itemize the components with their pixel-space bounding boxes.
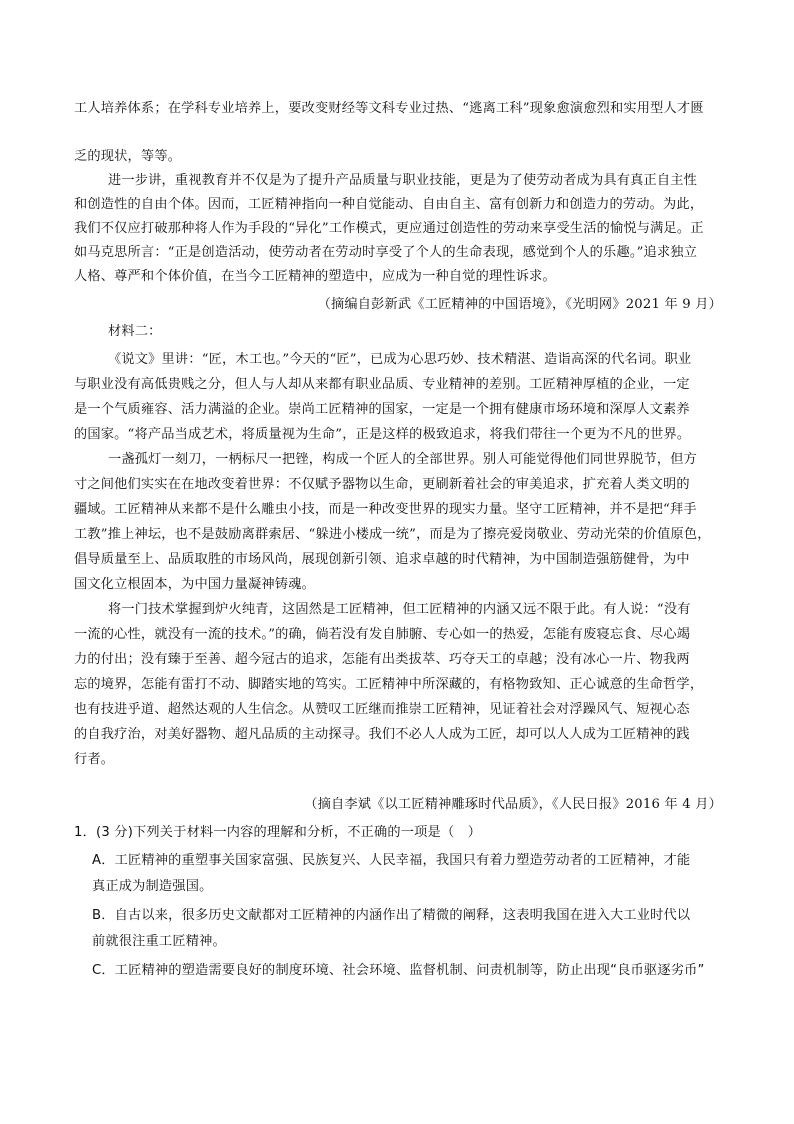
paragraph-line: 一流的心性，就没有一流的技术。”的确，倘若没有发自肺腑、专心如一的热爱，怎能有废寝忘食、尽心竭 [74,627,691,642]
paragraph-line: 行者。 [74,752,115,767]
paragraph-line: 的国家。“将产品当成艺术，将质量视为生命”，正是这样的极致追求，将我们带往一个更为不凡的世界。 [74,427,691,442]
paragraph-line: 力的付出；没有臻于至善、超今冠古的追求，怎能有出类拔萃、巧夺天工的卓越；没有冰心一片、物我两 [74,652,690,667]
paragraph-line: 工人培养体系；在学科专业培养上，要改变财经等文科专业过热、“逃离工科”现象愈演愈烈和实用型人才匮 [74,101,704,116]
option-b: B．自古以来，很多历史文献都对工匠精神的内涵作出了精微的阐释，这表明我国在进入大工业时代以 [92,908,691,923]
source-citation: （摘自李斌《以工匠精神雕琢时代品质》，《人民日报》2016 年 4 月） [304,797,722,812]
source-citation: （摘编自彭新武《工匠精神的中国语境》，《光明网》2021 年 9 月） [317,297,722,312]
option-c: C．工匠精神的塑造需要良好的制度环境、社会环境、监督机制、问责机制等，防止出现“良币驱逐劣币” [92,963,705,978]
paragraph-line: 和创造性的自由个体。因而，工匠精神指向一种自觉能动、自由自主、富有创新力和创造力的劳动。为此， [74,197,704,212]
option-a: A．工匠精神的重塑事关国家富强、民族复兴、人民幸福，我国只有着力塑造劳动者的工匠精神，才能 [92,853,691,868]
question-stem: 1．(3 分)下列关于材料一内容的理解和分析，不正确的一项是（ ） [74,825,482,840]
paragraph-line: 将一门技术掌握到炉火纯青，这固然是工匠精神，但工匠精神的内涵又远不限于此。有人说：“没有 [108,602,691,617]
option-b-continued: 前就很注重工匠精神。 [92,934,226,949]
paragraph-line: 我们不仅应打破那种将人作为手段的“异化”工作模式，更应通过创造性的劳动来享受生活的愉悦与满足。正 [74,221,704,236]
paragraph-line: 忘的境界，怎能有雷打不动、脚踏实地的笃实。工匠精神中所深藏的，有格物致知、正心诚意的生命哲学， [74,677,704,692]
paragraph-line: 疆域。工匠精神从来都不是什么雕虫小技，而是一种改变世界的现实力量。坚守工匠精神，并不是把“拜手 [74,502,697,517]
paragraph-line: 也有技进乎道、超然达观的人生信念。从赞叹工匠继而推崇工匠精神，见证着社会对浮躁风气、短视心态 [74,702,690,717]
paragraph-line: 与职业没有高低贵贱之分，但人与人却从来都有职业品质、专业精神的差别。工匠精神厚植的企业，一定 [74,377,690,392]
paragraph-line: 工教”推上神坛，也不是鼓励离群索居、“躲进小楼成一统”，而是为了擦亮爱岗敬业、劳动光荣的价值原色， [74,527,711,542]
paragraph-line: 国文化立根固本，为中国力量凝神铸魂。 [74,577,315,592]
paragraph-line: 的自我疗治，对美好器物、超凡品质的主动探寻。我们不必人人成为工匠，却可以人人成为工匠精神的践 [74,727,690,742]
option-a-continued: 真正成为制造强国。 [92,879,213,894]
paragraph-line: 倡导质量至上、品质取胜的市场风尚，展现创新引领、追求卓越的时代精神，为中国制造强筋健骨，为中 [74,552,690,567]
paragraph-line: 人格、尊严和个体价值，在当今工匠精神的塑造中，应成为一种自觉的理性诉求。 [74,269,556,284]
paragraph-line: 是一个气质雍容、活力满溢的企业。崇尚工匠精神的国家，一定是一个拥有健康市场环境和深厚人文素养 [74,402,690,417]
paragraph-line: 如马克思所言：“正是创造活动，使劳动者在劳动时享受了个人的生命表现，感觉到个人的乐趣。”追求独立 [74,245,698,260]
paragraph-line: 寸之间他们实实在在地改变着世界：不仅赋予器物以生命，更刷新着社会的审美追求，扩充着人类文明的 [74,477,690,492]
paragraph-line: 乏的现状，等等。 [74,149,182,164]
paragraph-line: 进一步讲，重视教育并不仅是为了提升产品质量与职业技能，更是为了使劳动者成为具有真正自主性 [108,173,698,188]
paragraph-line: 《说文》里讲：“匠，木工也。”今天的“匠”，已成为心思巧妙、技术精湛、造诣高深的代名词。职业 [108,352,692,367]
paragraph-line: 一盏孤灯一刻刀，一柄标尺一把锉，构成一个匠人的全部世界。别人可能觉得他们同世界脱节，但方 [108,452,698,467]
material-label: 材料二： [108,324,162,339]
